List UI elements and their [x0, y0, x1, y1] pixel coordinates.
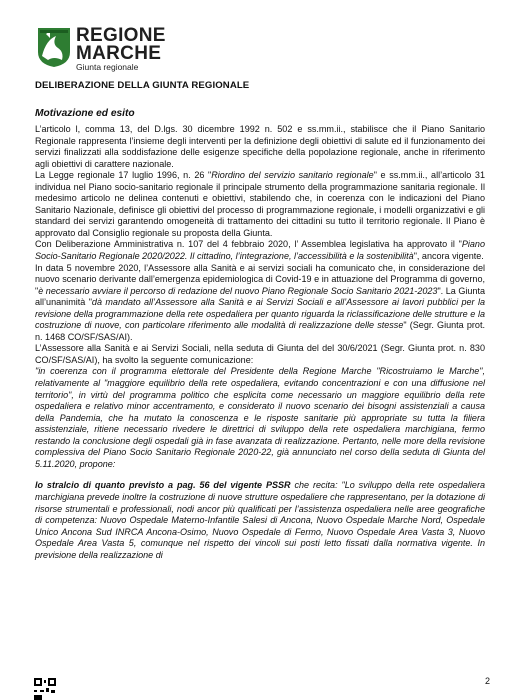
document-body [35, 124, 485, 561]
logo-text-regione: REGIONE [76, 25, 166, 46]
regione-marche-logo [36, 24, 196, 70]
paragraph: lo stralcio di quanto previsto a pag. 56 del vigente PSSR che recita: "Lo sviluppo della rete ospedaliera marchigiana prevede inoltre la costruzione di nuove strutture ospedaliere che rappresentano, per la dotazione di risorse strumentali e professionali, nodi ancor più qualificati per l’assistenza ospedaliera nelle aree geografiche di competenza: Nuovo Ospedale Materno-Infantile Salesi di Ancona, Nuovo Ospedale Marche Nord, Ospedale Unico Ancona Sud INRCA Ancona-Osimo, Nuovo Ospedale di Fermo, Nuovo Ospedale Area Vasta 3, Nuovo Ospedale Area Vasta 5, comunque nel rispetto dei vincoli sui posti letto fissati dalla normativa vigente. In previsione della realizzazione di [35, 480, 486, 560]
quoted-communication: "in coerenza con il programma elettorale del Presidente della Regione Marche "Ricostruiamo le Marche", relativamente al "maggiore equilibrio della rete ospedaliera, evitando concentrazioni e con una diffusione nel territorio", in virtù del programma politico che esplicita come necessario un maggiore equilibrio della rete ospedaliera e relativo minor accentramento, e considerato il nuovo scenario dei bisogni assistenziali a causa della Pandemia, che ha mutato la conoscenza e le risposte sanitarie più appropriate su tutta la filiera assistenziale, ritiene necessario rivedere le direttrici di sviluppo della rete ospedaliera marchigiana, fermo restando la conclusione degli ospedali già in fase avanzata di realizzazione. Pertanto, nelle more della revisione complessiva del Piano Socio Sanitario Regionale 2020-22, già annunciato nel corso della seduta di Giunta del 5.11.2020, propone: [35, 366, 485, 469]
page-number: 2 [484, 676, 490, 686]
paragraph: In data 5 novembre 2020, l’Assessore alla Sanità e ai servizi sociali ha comunicato che, in considerazione del nuovo scenario derivante dall’emergenza epidemiologica di Covid-19 e in attuazione del Programma di governo, "è necessario avviare il percorso di redazione del nuovo Piano Regionale Socio Sanitario 2021-2023". La Giunta all’unanimità "dà mandato all’Assessore alla Sanità e ai Servizi Sociali e all’Assessore ai lavori pubblici per la revisione della programmazione della rete ospedaliera per quanto riguarda la riclassificazione delle strutture e la costruzione di nuove, con particolare riferimento alle modalità di realizzazione delle stesse" (Segr. Giunta prot. n. 1468 CO/SF/SAS/AI). [35, 262, 486, 342]
qr-code-icon [34, 678, 56, 700]
logo-subtitle: Giunta regionale [76, 62, 139, 72]
document-heading: DELIBERAZIONE DELLA GIUNTA REGIONALE [35, 80, 250, 91]
paragraph: L’Assessore alla Sanità e ai Servizi Sociali, nella seduta di Giunta del del 30/6/2021 (Segr. Giunta prot. n. 830 CO/SF/SAS/AI), ha svolto la seguente comunicazione: [35, 343, 485, 365]
paragraph: La Legge regionale 17 luglio 1996, n. 26 "Riordino del servizio sanitario regionale" e ss.mm.ii., all’articolo 31 individua nel Piano socio-sanitario regionale il principale strumento della programmazione sanitaria regionale. Il medesimo articolo ne delinea contenuti e obiettivi, stabilendo che, in coerenza con le indicazioni del Piano Sanitario Nazionale, definisce gli obiettivi del processo di programmazione regionale, i modelli organizzativi e gli standard dei servizi garantendo omogeneità di trattamento dei cittadini su tutto il territorio regionale. Il Piano è approvato dal Consiglio regionale su proposta della Giunta. [35, 170, 485, 238]
regione-marche-emblem-icon [36, 26, 72, 68]
paragraph: Con Deliberazione Amministrativa n. 107 del 4 febbraio 2020, l’ Assemblea legislativa ha approvato il "Piano Socio-Sanitario Regionale 2020/2022. Il cittadino, l’integrazione, l’accessibilità e la sostenibilità", ancora vigente. [35, 239, 485, 262]
section-title: Motivazione ed esito [35, 108, 135, 119]
paragraph: L’articolo l, comma 13, del D.lgs. 30 dicembre 1992 n. 502 e ss.mm.ii., stabilisce che il Piano Sanitario Regionale rappresenta l’insieme degli interventi per la definizione degli obiettivi di salute ed il funzionamento dei servizi finalizzati alla soddisfazione delle esigenze specifiche della popolazione regionale, anche in riferimento agli obiettivi di carattere nazionale. [35, 124, 485, 169]
logo-text-marche: MARCHE [76, 43, 162, 64]
